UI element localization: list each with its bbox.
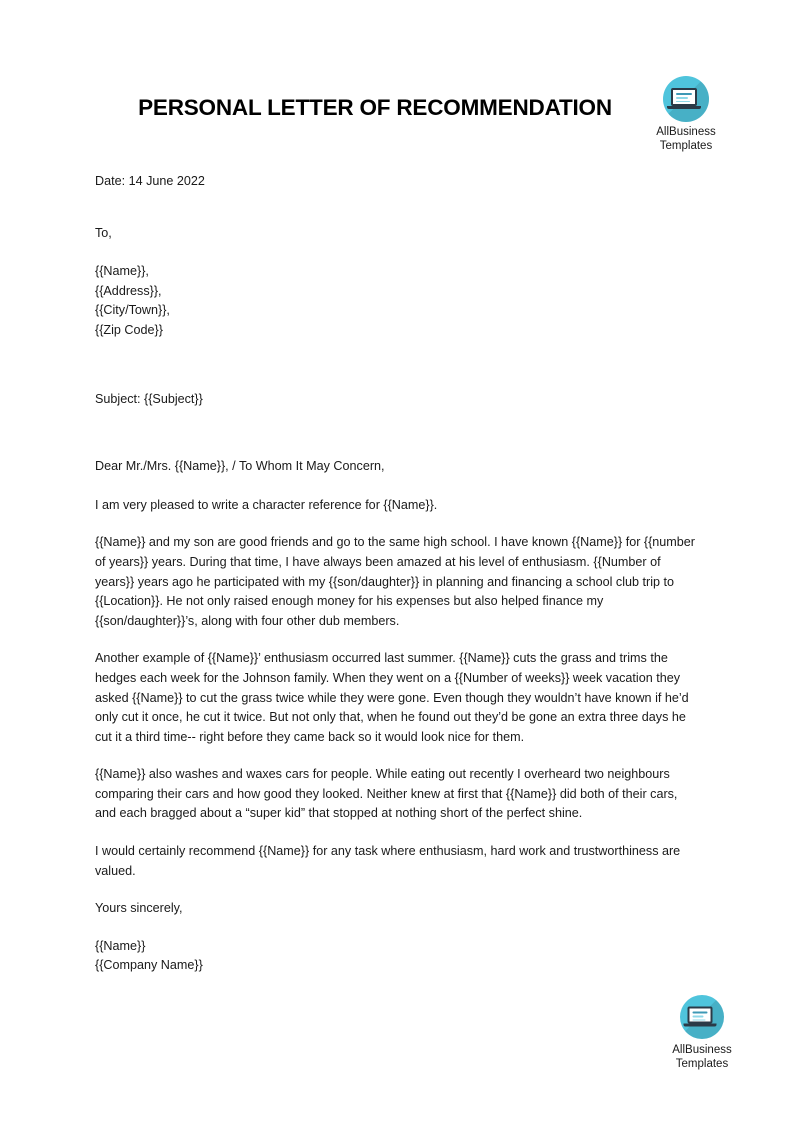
- brand-name-line2: Templates: [675, 1057, 729, 1070]
- address-line-city: {{City/Town}},: [95, 303, 170, 318]
- date-line: Date: 14 June 2022: [95, 174, 205, 188]
- laptop-screen: [671, 88, 697, 106]
- body-paragraph-1: {{Name}} and my son are good friends and go to the same high school. I have known {{Name}} for {{number of years}} years. During that time, I have always been amazed at his level of enthusiasm. {{Number of years}} years ago he participated with my {{son/daughter}} in planning and financing a school club trip to {{Location}}. He not only raised enough money for his expenses but also helped finance my {{son/daughter}}’s, along with four other dub members.: [95, 535, 695, 628]
- signature-block: [95, 937, 695, 976]
- recipient-address-block: [95, 262, 695, 340]
- brand-name-line1: AllBusiness: [672, 1044, 732, 1056]
- page-title: PERSONAL LETTER OF RECOMMENDATION: [138, 95, 612, 120]
- brand-name-line2: Templates: [659, 139, 713, 152]
- body-paragraph-2: Another example of {{Name}}’ enthusiasm occurred last summer. {{Name}} cuts the grass and trims the hedges each week for the Johnson family. When they went on a {{Number of weeks}} week vacation they asked {{Name}} to cut the grass twice while they were gone. Even though they wouldn’t have known if he’d only cut it once, he cut it twice. But not only that, when he found out they’d be gone an extra three days he cut it a third time-- right before they came back so it would look nice for them.: [95, 651, 689, 744]
- laptop-screen-line: [676, 101, 690, 103]
- laptop-icon: [680, 995, 724, 1039]
- intro-paragraph: I am very pleased to write a character reference for {{Name}}.: [95, 497, 438, 512]
- address-line-zip: {{Zip Code}}: [95, 322, 163, 337]
- laptop-screen-line: [676, 93, 692, 95]
- laptop-base: [667, 106, 701, 109]
- address-line-name: {{Name}},: [95, 264, 149, 279]
- brand-logo-header: [638, 76, 734, 153]
- laptop-screen-line: [693, 1015, 704, 1017]
- brand-logo-footer: [654, 995, 750, 1071]
- subject-line: Subject: {{Subject}}: [95, 391, 203, 406]
- logo-laptop-glyph: [688, 1007, 717, 1027]
- signature-company: {{Company Name}}: [95, 958, 203, 973]
- brand-name-header: [638, 126, 734, 153]
- laptop-screen: [688, 1007, 713, 1024]
- laptop-screen-line: [693, 1019, 706, 1021]
- brand-name-footer: [654, 1044, 750, 1071]
- signature-name: {{Name}}: [95, 938, 146, 953]
- brand-name-line1: AllBusiness: [656, 126, 716, 138]
- salutation-line: Dear Mr./Mrs. {{Name}}, / To Whom It May Concern,: [95, 459, 385, 474]
- address-line-street: {{Address}},: [95, 283, 162, 298]
- body-paragraph-4: I would certainly recommend {{Name}} for any task where enthusiasm, hard work and trustworthiness are valued.: [95, 844, 681, 878]
- laptop-screen-line: [693, 1012, 708, 1014]
- letter-body: [95, 172, 695, 976]
- document-header: [0, 0, 793, 160]
- laptop-screen-line: [676, 97, 688, 99]
- to-label: To,: [95, 225, 112, 240]
- laptop-base: [684, 1024, 717, 1027]
- closing-line: Yours sincerely,: [95, 901, 183, 916]
- body-paragraph-3: {{Name}} also washes and waxes cars for people. While eating out recently I overheard two neighbours comparing their cars and how good they looked. Neither knew at first that {{Name}} did both of their cars, and each bragged about a “super kid” that stopped at nothing short of the perfect shine.: [95, 767, 678, 821]
- laptop-icon: [663, 76, 709, 122]
- logo-laptop-glyph: [671, 88, 701, 109]
